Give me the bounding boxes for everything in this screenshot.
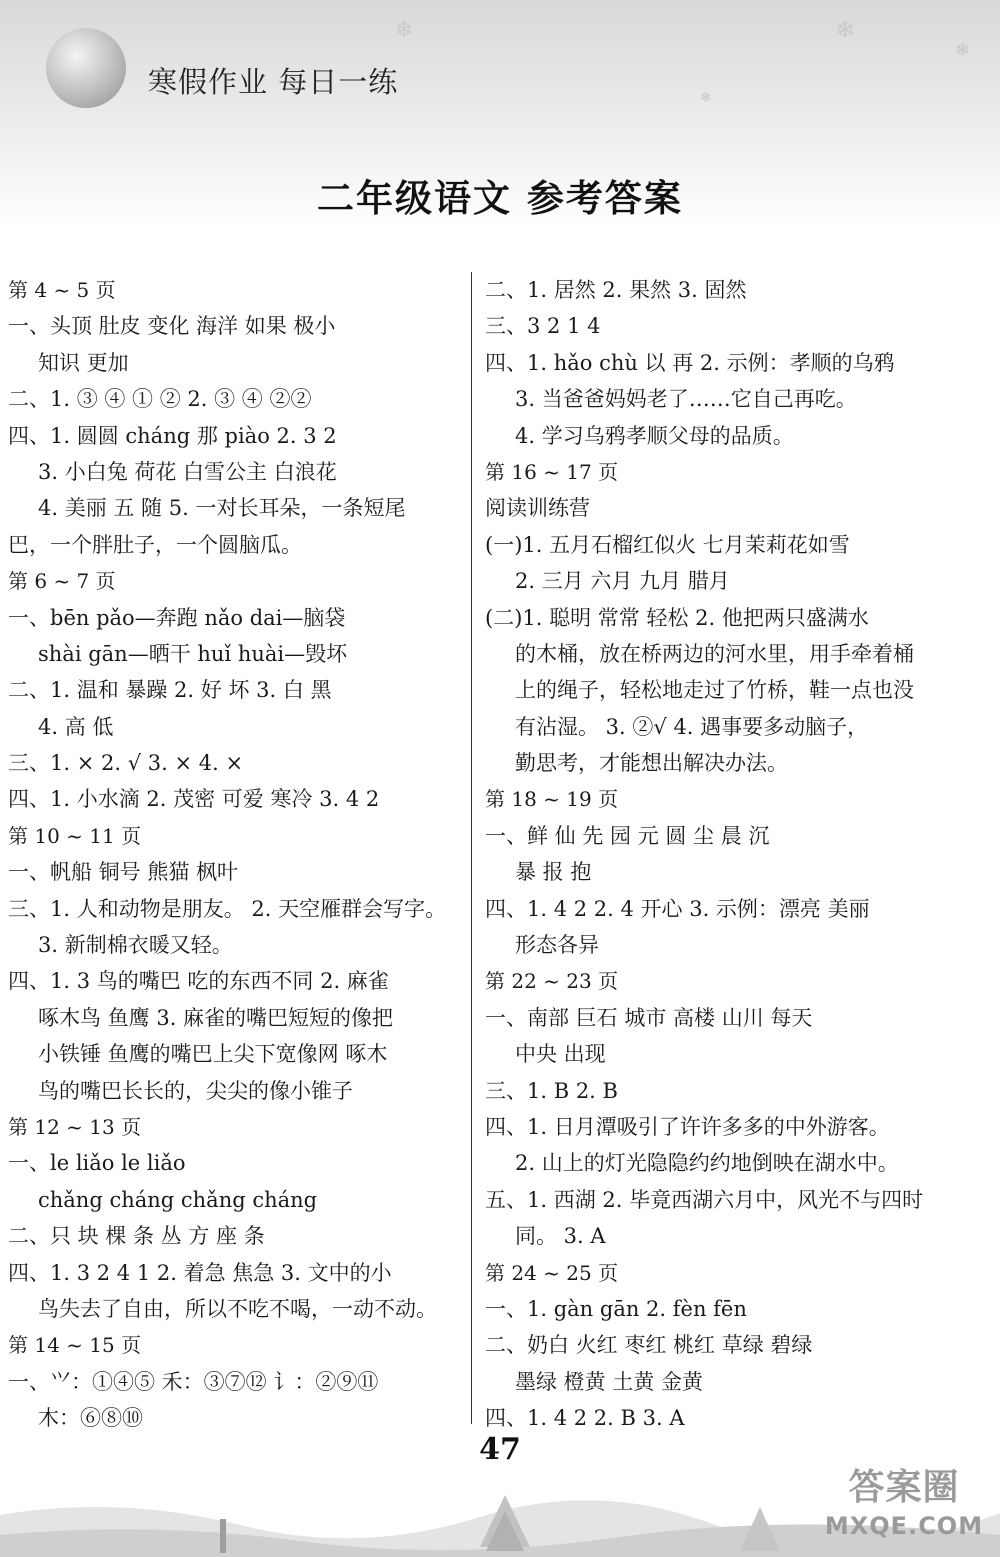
answer-line: 同。 3. A	[515, 1224, 606, 1249]
answer-line: 阅读训练营	[485, 496, 590, 521]
section-heading: 第 16 ~ 17 页	[485, 459, 619, 484]
answer-line: 知识 更加	[38, 350, 129, 375]
section-heading: 第 24 ~ 25 页	[485, 1260, 619, 1285]
answer-line: 四、1. 圆圆 cháng 那 piào 2. 3 2	[8, 423, 337, 448]
answer-line: 一、le liǎo le liǎo	[8, 1151, 186, 1176]
watermark-logo-text: 答案圈	[848, 1467, 960, 1508]
answer-line: 木：⑥⑧⑩	[38, 1406, 143, 1431]
answer-line: 啄木鸟 鱼鹰 3. 麻雀的嘴巴短短的像把	[38, 1005, 394, 1030]
answer-line: 鸟的嘴巴长长的，尖尖的像小锥子	[38, 1078, 353, 1103]
answer-line: 三、1. × 2. √ 3. × 4. ×	[8, 751, 244, 776]
answer-line: 三、3 2 1 4	[485, 314, 601, 339]
answers-left-column	[8, 272, 463, 1437]
snowflake-icon: ❄	[835, 16, 856, 44]
answer-line: 有沾湿。 3. ②√ 4. 遇事要多动脑子，	[515, 714, 869, 739]
snowflake-icon: ❄	[700, 90, 712, 106]
answer-line: 4. 高 低	[38, 714, 114, 739]
answer-line: 上的绳子，轻松地走过了竹桥，鞋一点也没	[515, 678, 914, 703]
answer-line: 勤思考，才能想出解决办法。	[515, 751, 788, 776]
answer-line: 鸟失去了自由，所以不吃不喝，一动不动。	[38, 1296, 437, 1321]
answer-line: 五、1. 西湖 2. 毕竟西湖六月中，风光不与四时	[485, 1187, 924, 1212]
watermark-url: MXQE.COM	[824, 1512, 984, 1540]
answers-right-column	[485, 272, 985, 1437]
page-title: 二年级语文 参考答案	[317, 176, 683, 220]
answer-line: 4. 美丽 五 随 5. 一对长耳朵，一条短尾	[38, 496, 406, 521]
answer-line: 中央 出现	[515, 1042, 606, 1067]
answer-line: 三、1. B 2. B	[485, 1078, 618, 1103]
answer-line: 墨绿 橙黄 土黄 金黄	[515, 1369, 704, 1394]
answer-line: 二、奶白 火红 枣红 桃红 草绿 碧绿	[485, 1333, 813, 1358]
answer-line: 四、1. 3 鸟的嘴巴 吃的东西不同 2. 麻雀	[8, 969, 389, 994]
answer-line: 二、1. ③ ④ ① ② 2. ③ ④ ②②	[8, 387, 312, 412]
answer-line: 3. 新制棉衣暖又轻。	[38, 933, 233, 958]
answer-line: 2. 山上的灯光隐隐约约地倒映在湖水中。	[515, 1151, 899, 1176]
answer-line: 一、头顶 肚皮 变化 海洋 如果 极小	[8, 314, 336, 339]
watermark	[824, 1465, 984, 1550]
answer-line: 暴 报 抱	[515, 860, 592, 885]
answer-line: 四、1. 4 2 2. 4 开心 3. 示例：漂亮 美丽	[485, 896, 870, 921]
answer-line: 一、1. gàn gān 2. fèn fēn	[485, 1296, 747, 1321]
answer-line: 2. 三月 六月 九月 腊月	[515, 569, 730, 594]
answer-line: chǎng cháng chǎng cháng	[38, 1187, 318, 1212]
answer-line: 3. 小白兔 荷花 白雪公主 白浪花	[38, 459, 337, 484]
moon-decoration	[46, 28, 126, 108]
section-heading: 第 10 ~ 11 页	[8, 823, 142, 848]
answer-line: 的木桶，放在桥两边的河水里，用手牵着桶	[515, 641, 914, 666]
section-heading: 第 6 ~ 7 页	[8, 569, 116, 594]
answer-line: 4. 学习乌鸦孝顺父母的品质。	[515, 423, 794, 448]
answer-line: 一、⺍：①④⑤ 禾：③⑦⑫ 讠：②⑨⑪	[8, 1369, 379, 1394]
section-heading: 第 22 ~ 23 页	[485, 969, 619, 994]
answer-line: 形态各异	[515, 933, 599, 958]
snowflake-icon: ❄	[955, 40, 971, 61]
answer-line: 四、1. 3 2 4 1 2. 着急 焦急 3. 文中的小	[8, 1260, 392, 1285]
answer-line: 二、1. 居然 2. 果然 3. 固然	[485, 278, 747, 302]
section-heading: 第 14 ~ 15 页	[8, 1333, 142, 1358]
section-heading: 第 4 ~ 5 页	[8, 278, 116, 302]
snowflake-icon: ❄	[395, 18, 414, 43]
answer-line: 一、bēn pǎo—奔跑 nǎo dai—脑袋	[8, 605, 346, 630]
answer-line: 一、帆船 铜号 熊猫 枫叶	[8, 860, 239, 885]
header-text: 寒假作业 每日一练	[148, 65, 399, 99]
page-number: 47	[479, 1432, 521, 1467]
column-divider	[471, 272, 472, 1424]
answer-line: 巴，一个胖肚子，一个圆脑瓜。	[8, 532, 302, 557]
answer-line: 四、1. 4 2 2. B 3. A	[485, 1406, 685, 1431]
answer-line: (一)1. 五月石榴红似火 七月茉莉花如雪	[485, 532, 850, 557]
answer-line: 3. 当爸爸妈妈老了……它自己再吃。	[515, 387, 857, 412]
answer-line: 一、南部 巨石 城市 高楼 山川 每天	[485, 1005, 813, 1030]
answer-line: 二、1. 温和 暴躁 2. 好 坏 3. 白 黑	[8, 678, 332, 703]
answer-line: 三、1. 人和动物是朋友。 2. 天空雁群会写字。	[8, 896, 447, 921]
answer-line: 小铁锤 鱼鹰的嘴巴上尖下宽像网 啄木	[38, 1042, 388, 1067]
answer-line: (二)1. 聪明 常常 轻松 2. 他把两只盛满水	[485, 605, 869, 630]
answer-line: 一、鲜 仙 先 园 元 圆 尘 晨 沉	[485, 823, 770, 848]
section-heading: 第 12 ~ 13 页	[8, 1114, 142, 1139]
answer-line: shài gān—晒干 huǐ huài—毁坏	[38, 641, 348, 666]
answer-line: 四、1. 日月潭吸引了许许多多的中外游客。	[485, 1114, 890, 1139]
answer-line: 二、只 块 棵 条 丛 方 座 条	[8, 1224, 265, 1249]
section-heading: 第 18 ~ 19 页	[485, 787, 619, 812]
answer-line: 四、1. 小水滴 2. 茂密 可爱 寒冷 3. 4 2	[8, 787, 380, 812]
answer-line: 四、1. hǎo chù 以 再 2. 示例：孝顺的乌鸦	[485, 350, 895, 375]
